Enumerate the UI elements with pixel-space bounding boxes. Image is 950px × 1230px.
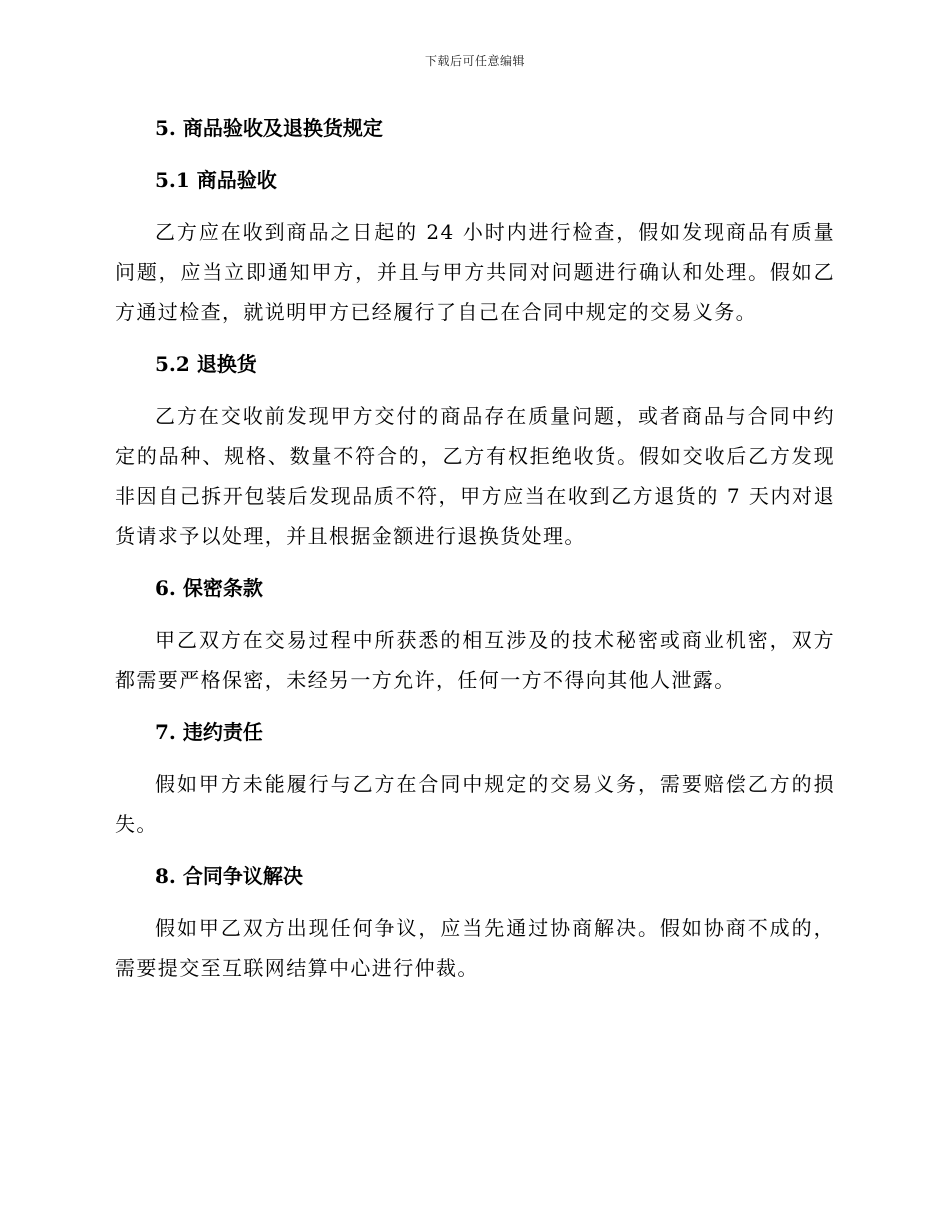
section-heading-6: 6. 保密条款 [155,576,263,600]
section-heading-8: 8. 合同争议解决 [155,864,303,888]
paragraph-5-2: 乙方在交收前发现甲方交付的商品存在质量问题，或者商品与合同中约定的品种、规格、数量不符合的，乙方有权拒绝收货。假如交收后乙方发现非因自己拆开包装后发现品质不符，甲方应当在收到乙方退货的 7 天内对退货请求予以处理，并且根据金额进行退换货处理。 [115,404,835,548]
paragraph-6: 甲乙双方在交易过程中所获悉的相互涉及的技术秘密或商业机密，双方都需要严格保密，未经另一方允许，任何一方不得向其他人泄露。 [115,628,835,692]
section-heading-5-2: 5.2 退换货 [155,352,257,376]
paragraph-8: 假如甲乙双方出现任何争议，应当先通过协商解决。假如协商不成的，需要提交至互联网结算中心进行仲裁。 [115,916,835,980]
section-heading-5: 5. 商品验收及退换货规定 [155,116,383,140]
section-heading-5-1: 5.1 商品验收 [155,168,277,192]
paragraph-5-1: 乙方应在收到商品之日起的 24 小时内进行检查，假如发现商品有质量问题，应当立即通知甲方，并且与甲方共同对问题进行确认和处理。假如乙方通过检查，就说明甲方已经履行了自己在合同中规定的交易义务。 [115,220,835,324]
section-heading-7: 7. 违约责任 [155,720,263,744]
paragraph-7: 假如甲方未能履行与乙方在合同中规定的交易义务，需要赔偿乙方的损失。 [115,772,835,836]
page-header: 下载后可任意编辑 [424,54,525,68]
document-body [115,108,835,988]
